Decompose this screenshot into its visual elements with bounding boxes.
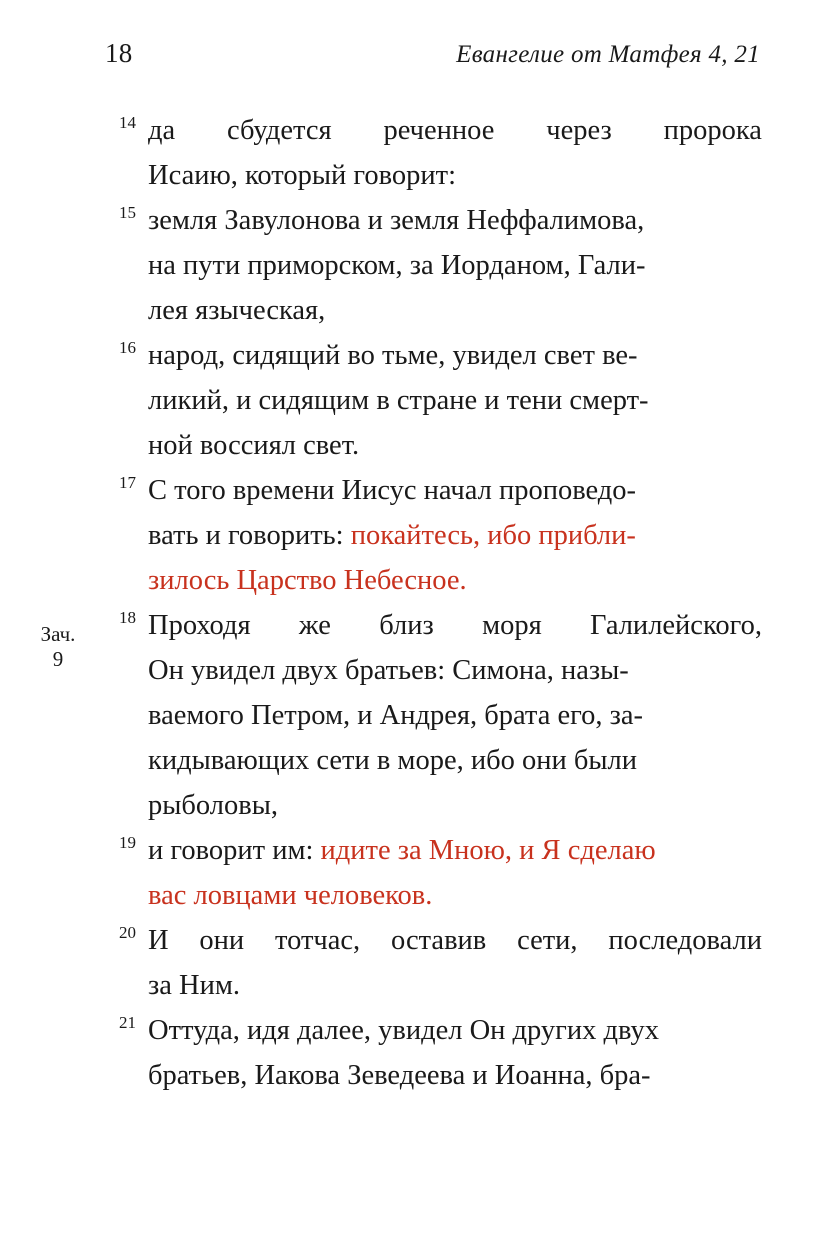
body-text: близ — [379, 610, 434, 641]
body-text: Исаию, который говорит: — [148, 160, 457, 191]
body-text: Проходя — [148, 610, 251, 641]
verse-line — [148, 1053, 762, 1098]
verse-number: 18 — [119, 608, 136, 627]
body-text: реченное — [383, 115, 495, 146]
verse-number: 17 — [119, 473, 136, 492]
page-number: 18 — [105, 38, 133, 68]
pericope-number: 9 — [52, 647, 64, 671]
verse-line — [148, 333, 762, 378]
pericope-label: Зач. — [40, 622, 76, 646]
verse-number: 15 — [119, 203, 136, 222]
verse — [100, 603, 762, 828]
body-text: Оттуда, идя далее, увидел Он других двух — [148, 1015, 659, 1046]
body-text: С того времени Иисус начал проповедо- — [148, 475, 637, 506]
verse-line — [148, 693, 762, 738]
running-header — [105, 40, 760, 80]
verse-line — [148, 783, 762, 828]
verse-line — [148, 603, 762, 648]
body-text: оставив — [391, 925, 487, 956]
verse-line — [148, 108, 762, 153]
body-text: тотчас, — [275, 925, 361, 956]
body-text: ликий, и сидящим в стране и тени смерт- — [148, 385, 649, 416]
body-text: последовали — [608, 925, 762, 956]
verse — [100, 1008, 762, 1098]
verse-line — [148, 873, 762, 918]
verse-number: 20 — [119, 923, 136, 942]
body-text: за Ним. — [148, 970, 241, 1001]
body-text: сети, — [517, 925, 578, 956]
verse-line — [148, 288, 762, 333]
verse-number: 16 — [119, 338, 136, 357]
body-text: рыболовы, — [148, 790, 278, 821]
verse-number: 14 — [119, 113, 136, 132]
verse-line — [148, 423, 762, 468]
verse-number: 21 — [119, 1013, 136, 1032]
body-text: кидывающих сети в море, ибо они были — [148, 745, 637, 776]
verse-line — [148, 378, 762, 423]
verse-line — [148, 963, 762, 1008]
body-text: Галилейского, — [590, 610, 762, 641]
body-text: лея языческая, — [148, 295, 326, 326]
body-text: да — [148, 115, 176, 146]
verse — [100, 828, 762, 918]
body-text: они — [199, 925, 245, 956]
verse-line — [148, 243, 762, 288]
verse — [100, 468, 762, 603]
body-text: же — [298, 610, 331, 641]
rubric-text: покайтесь, ибо прибли- — [350, 520, 636, 551]
body-text: на пути приморском, за Иорданом, Гали- — [148, 250, 646, 281]
verse-line — [148, 513, 762, 558]
verse-line — [148, 1008, 762, 1053]
body-text: братьев, Иакова Зеведеева и Иоанна, бра- — [148, 1060, 651, 1091]
verse-line — [148, 648, 762, 693]
verse — [100, 108, 762, 198]
verse-line — [148, 828, 762, 873]
rubric-text: зилось Царство Небесное. — [148, 565, 467, 596]
body-text: земля Завулонова и земля Неффалимова, — [148, 205, 645, 236]
body-text: ваемого Петром, и Андрея, брата его, за- — [148, 700, 644, 731]
rubric-text: идите за Мною, и Я сделаю — [320, 835, 656, 866]
body-text: моря — [482, 610, 542, 641]
verse-line — [148, 918, 762, 963]
verse-line — [148, 198, 762, 243]
verse-line — [148, 153, 762, 198]
body-text: ной воссиял свет. — [148, 430, 360, 461]
verse — [100, 918, 762, 1008]
pericope-marginal-note — [18, 622, 98, 672]
verse-line — [148, 738, 762, 783]
body-text: пророка — [663, 115, 762, 146]
rubric-text: вас ловцами человеков. — [148, 880, 433, 911]
body-text: и говорит им: — [148, 835, 321, 866]
body-text: Он увидел двух братьев: Симона, назы- — [148, 655, 629, 686]
verse-number: 19 — [119, 833, 136, 852]
verse-line — [148, 468, 762, 513]
verse-line — [148, 558, 762, 603]
verse — [100, 333, 762, 468]
verse — [100, 198, 762, 333]
body-text: через — [546, 115, 612, 146]
body-text: сбудется — [227, 115, 332, 146]
body-text: народ, сидящий во тьме, увидел свет ве- — [148, 340, 638, 371]
body-text: И — [148, 925, 169, 956]
body-text: вать и говорить: — [148, 520, 351, 551]
running-title: Евангелие от Матфея 4, 21 — [456, 41, 760, 68]
scripture-text-block — [100, 108, 762, 1098]
